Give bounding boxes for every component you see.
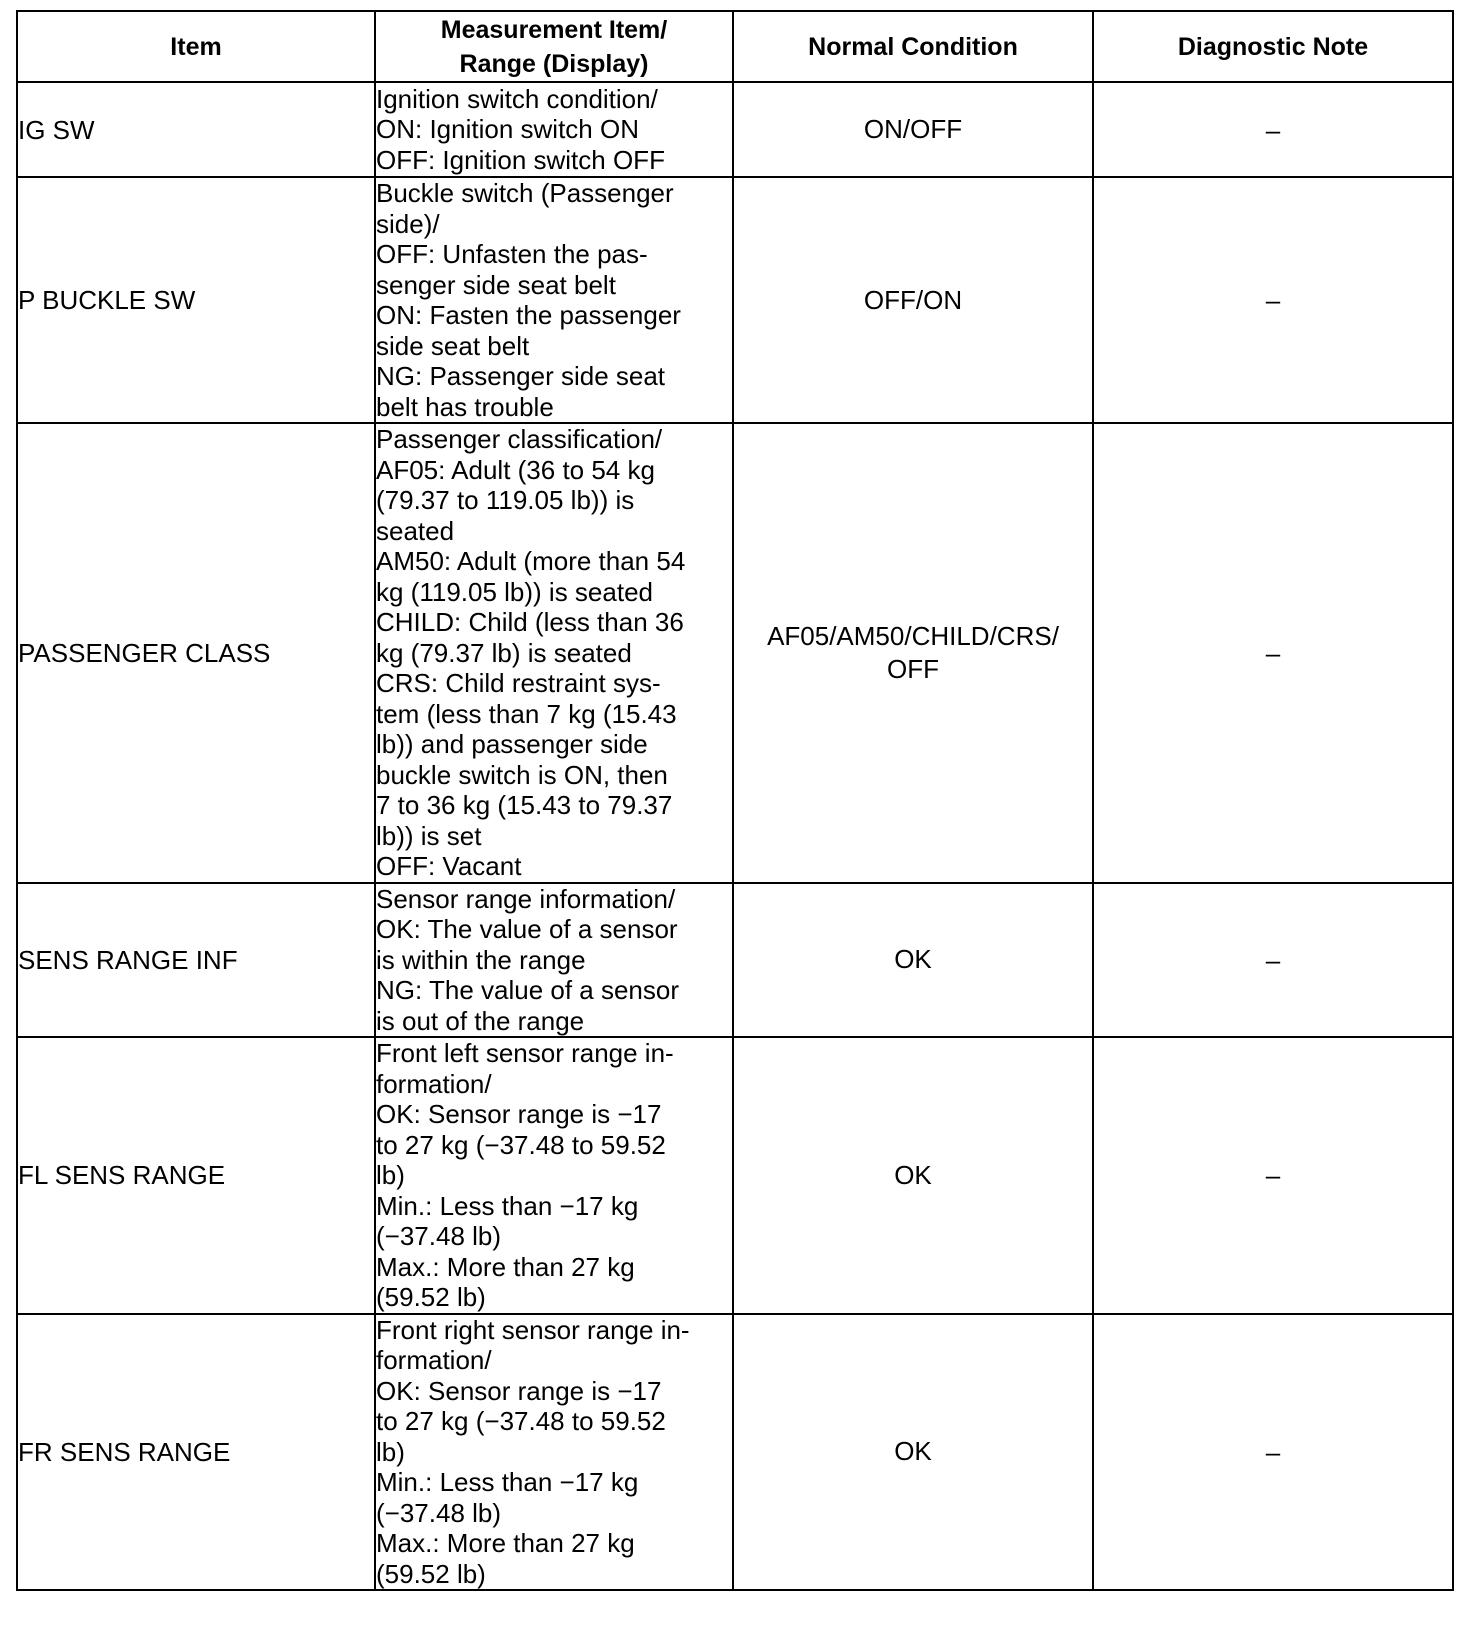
normal-line: OK	[894, 1159, 932, 1190]
measurement-line: side)/	[376, 208, 440, 239]
measurement-line: OFF: Vacant	[376, 851, 522, 881]
measurement-line: formation/	[376, 1345, 492, 1375]
cell-diagnostic-note: –	[1093, 82, 1453, 177]
measurement-line: senger side seat belt	[376, 269, 616, 300]
cell-normal-condition	[733, 1037, 1093, 1314]
table-row	[17, 1314, 1453, 1591]
cell-item: FL SENS RANGE	[17, 1037, 375, 1314]
table-row	[17, 177, 1453, 423]
normal-line: ON/OFF	[863, 114, 963, 144]
measurement-line: OFF: Ignition switch OFF	[376, 144, 665, 175]
measurement-line: OK: The value of a sensor	[376, 914, 678, 944]
cell-measurement	[375, 883, 733, 1038]
header-normal-condition: Normal Condition	[733, 11, 1093, 82]
measurement-line: Front left sensor range in-	[376, 1038, 674, 1068]
measurement-line: kg (119.05 lb)) is seated	[376, 576, 653, 607]
normal-line: OFF	[887, 653, 939, 684]
measurement-line: OFF: Unfasten the pas-	[376, 239, 648, 269]
measurement-line: Ignition switch condition/	[376, 83, 658, 114]
table-row	[17, 883, 1453, 1038]
measurement-line: tem (less than 7 kg (15.43	[376, 698, 677, 729]
table-row	[17, 1037, 1453, 1314]
cell-measurement	[375, 1314, 733, 1591]
measurement-line: Front right sensor range in-	[376, 1314, 690, 1345]
cell-item: PASSENGER CLASS	[17, 423, 375, 883]
measurement-line: lb)	[376, 1160, 405, 1190]
data-list-table	[16, 10, 1454, 1591]
measurement-line: is out of the range	[376, 1005, 585, 1036]
measurement-line: buckle switch is ON, then	[376, 759, 668, 790]
normal-line: OK	[894, 1436, 932, 1467]
measurement-line: (79.37 to 119.05 lb)) is	[376, 485, 635, 515]
measurement-line: Min.: Less than −17 kg	[376, 1190, 639, 1221]
measurement-line: ON: Ignition switch ON	[376, 114, 639, 145]
measurement-line: NG: The value of a sensor	[376, 975, 680, 1005]
measurement-line: Max.: More than 27 kg	[376, 1251, 635, 1282]
cell-measurement	[375, 177, 733, 423]
cell-normal-condition	[733, 82, 1093, 177]
cell-item: P BUCKLE SW	[17, 177, 375, 423]
measurement-line: Sensor range information/	[376, 883, 676, 914]
measurement-line: (−37.48 lb)	[376, 1221, 502, 1251]
measurement-line: lb)) is set	[376, 820, 482, 851]
header-diagnostic-note: Diagnostic Note	[1093, 11, 1453, 82]
cell-measurement	[375, 82, 733, 177]
cell-diagnostic-note: –	[1093, 177, 1453, 423]
measurement-line: CHILD: Child (less than 36	[376, 607, 684, 637]
measurement-line: lb)	[376, 1436, 405, 1467]
measurement-line: formation/	[376, 1068, 492, 1099]
cell-item: FR SENS RANGE	[17, 1314, 375, 1591]
header-measurement-line2: Range (Display)	[459, 49, 649, 78]
header-measurement-line1: Measurement Item/	[440, 15, 668, 44]
measurement-line: (59.52 lb)	[376, 1282, 486, 1312]
measurement-line: Max.: More than 27 kg	[376, 1528, 635, 1558]
cell-normal-condition	[733, 177, 1093, 423]
header-item: Item	[17, 11, 375, 82]
measurement-line: (−37.48 lb)	[376, 1497, 502, 1528]
header-measurement	[375, 11, 733, 82]
measurement-line: side seat belt	[376, 330, 530, 361]
measurement-line: ON: Fasten the passenger	[376, 300, 681, 330]
measurement-line: to 27 kg (−37.48 to 59.52	[376, 1406, 666, 1436]
cell-normal-condition	[733, 423, 1093, 883]
cell-measurement	[375, 1037, 733, 1314]
table-row	[17, 423, 1453, 883]
measurement-line: AF05: Adult (36 to 54 kg	[376, 454, 655, 485]
cell-item: IG SW	[17, 82, 375, 177]
measurement-line: NG: Passenger side seat	[376, 361, 666, 391]
table-header-row	[17, 11, 1453, 82]
cell-diagnostic-note: –	[1093, 423, 1453, 883]
normal-line: AF05/AM50/CHILD/CRS/	[767, 620, 1059, 651]
cell-diagnostic-note: –	[1093, 883, 1453, 1038]
measurement-line: Passenger classification/	[376, 424, 663, 454]
measurement-line: Min.: Less than −17 kg	[376, 1467, 639, 1497]
cell-measurement	[375, 423, 733, 883]
measurement-line: 7 to 36 kg (15.43 to 79.37	[376, 790, 673, 820]
table-row	[17, 82, 1453, 177]
measurement-line: to 27 kg (−37.48 to 59.52	[376, 1129, 666, 1160]
normal-line: OFF/ON	[863, 284, 963, 315]
normal-line: OK	[894, 944, 932, 975]
measurement-line: (59.52 lb)	[376, 1558, 486, 1589]
measurement-line: kg (79.37 lb) is seated	[376, 637, 632, 668]
cell-diagnostic-note: –	[1093, 1314, 1453, 1591]
measurement-line: OK: Sensor range is −17	[376, 1375, 662, 1406]
measurement-line: Buckle switch (Passenger	[376, 178, 674, 208]
measurement-line: lb)) and passenger side	[376, 729, 648, 759]
measurement-line: seated	[376, 515, 455, 546]
cell-normal-condition	[733, 1314, 1093, 1591]
measurement-line: belt has trouble	[376, 391, 554, 422]
measurement-line: AM50: Adult (more than 54	[376, 546, 686, 576]
cell-normal-condition	[733, 883, 1093, 1038]
measurement-line: CRS: Child restraint sys-	[376, 668, 661, 698]
measurement-line: OK: Sensor range is −17	[376, 1099, 662, 1129]
measurement-line: is within the range	[376, 944, 586, 975]
cell-item: SENS RANGE INF	[17, 883, 375, 1038]
cell-diagnostic-note: –	[1093, 1037, 1453, 1314]
